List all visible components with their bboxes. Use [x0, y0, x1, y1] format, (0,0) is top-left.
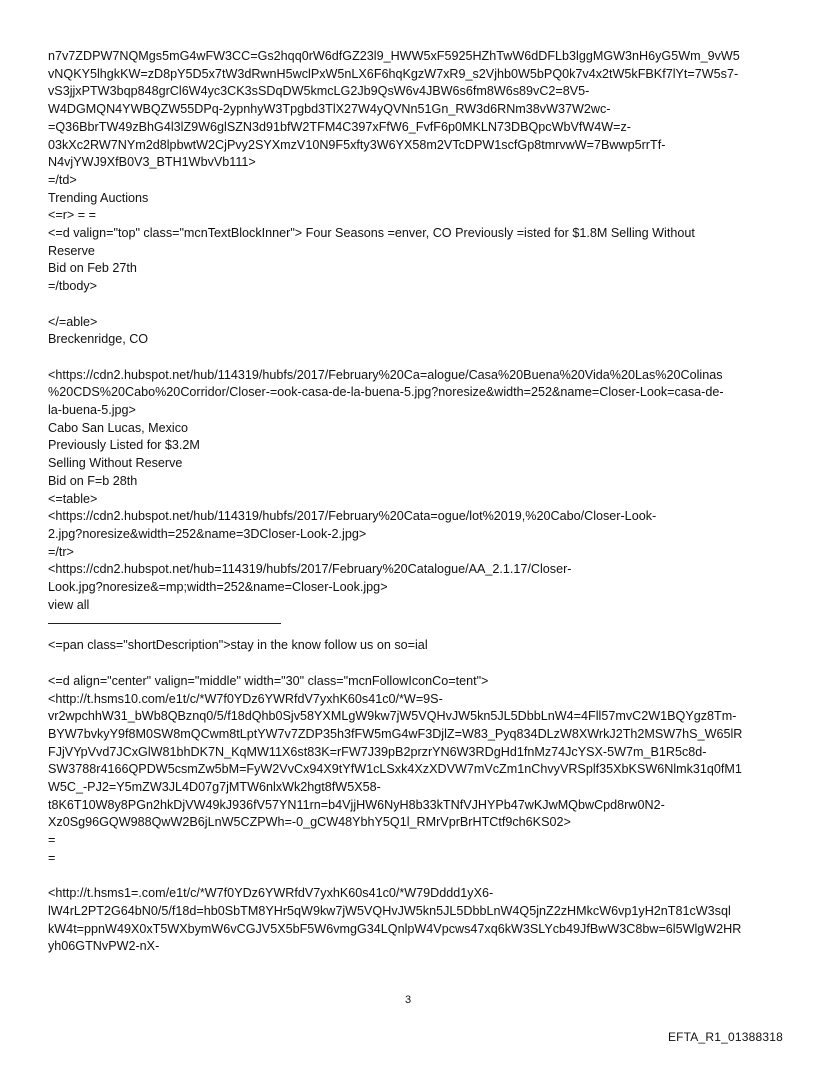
horizontal-rule — [48, 623, 281, 624]
email-source-block-5 — [48, 673, 778, 868]
email-source-block-4 — [48, 637, 778, 655]
text-line: W4DGMQN4YWBQZW55DPq-2ypnhyW3Tpgbd3TlX27W4yQVNn51Gn_RW3d6RNm38vW37W2wc- — [48, 102, 611, 117]
text-line: BYW7bvkyY9f8M0SW8mQCwm8tLptYW7v7ZDP35h3fFW5mG4wF3DjlZ=W83_Pyq834DLzW8XWrkJ2Th2MSW7hS_W65lR — [48, 726, 743, 741]
text-line: N4vjYWJ9XfB0V3_BTH1WbvVb111> — [48, 155, 256, 170]
text-line: Selling Without Reserve — [48, 456, 183, 471]
document-id-footer: EFTA_R1_01388318 — [667, 1030, 783, 1044]
page-number: 3 — [404, 994, 412, 1006]
text-line: =/td> — [48, 172, 77, 187]
text-line: Cabo San Lucas, Mexico — [48, 420, 189, 435]
text-line: = — [48, 833, 56, 848]
text-line: Trending Auctions — [48, 190, 149, 205]
email-source-block-1 — [48, 48, 778, 296]
text-line: <http://t.hsms1=.com/e1t/c/*W7f0YDz6YWRfdV7yxhK60s41c0/*W79Dddd1yX6- — [48, 886, 494, 901]
text-line: la-buena-5.jpg> — [48, 403, 136, 418]
text-line: Reserve — [48, 243, 95, 258]
text-line: Bid on F=b 28th — [48, 473, 138, 488]
text-line: <=d align="center" valign="middle" width="30" class="mcnFollowIconCo=tent"> — [48, 673, 489, 688]
text-line: FJjVYpVvd7JCxGlW81bhDK7N_KqMW11X6st83K=rFW7J39pB2przrYN6W3RDgHd1fnMz74JcYSX-5W7m_B1R5c8d- — [48, 744, 707, 759]
text-line: view all — [48, 597, 90, 612]
text-line: Breckenridge, CO — [48, 332, 149, 347]
text-line: = — [48, 850, 56, 865]
blank-line — [48, 349, 778, 367]
text-line: vS3jjxPTW3bqp848grCl6W4yc3CK3sSDqDW5kmcLG2Jb9QsW6v4JBW6s6fm8W6s89vC2=8V5- — [48, 84, 590, 99]
text-line: <=table> — [48, 491, 98, 506]
text-line: %20CDS%20Cabo%20Corridor/Closer-=ook-casa-de-la-buena-5.jpg?noresize&width=252&name=Closer-Look=casa-de- — [48, 385, 724, 400]
text-line: Bid on Feb 27th — [48, 261, 137, 276]
text-line: <https://cdn2.hubspot.net/hub=114319/hubfs/2017/February%20Catalogue/AA_2.1.17/Closer- — [48, 562, 572, 577]
text-line: Look.jpg?noresize&=mp;width=252&name=Closer-Look.jpg> — [48, 580, 388, 595]
text-line: vr2wpchhW31_bWb8QBznq0/5/f18dQhb0Sjv58YXMLgW9kw7jW5VQHvJW5kn5JL5DbbLnW4=4Fll57mvC2W1BQYgz8Tm- — [48, 709, 737, 724]
text-line: <https://cdn2.hubspot.net/hub/114319/hubfs/2017/February%20Cata=ogue/lot%2019,%20Cabo/Closer-Look- — [48, 509, 657, 524]
text-line: n7v7ZDPW7NQMgs5mG4wFW3CC=Gs2hqq0rW6dfGZ23l9_HWW5xF5925HZhTwW6dDFLb3lggMGW3nH6yG5Wm_9vW5 — [48, 49, 740, 63]
blank-line — [48, 655, 778, 673]
text-line: =Q36BbrTW49zBhG4l3lZ9W6glSZN3d91bfW2TFM4C397xFfW6_FvfF6p0MKLN73DBQpcWbVfW4W=z- — [48, 119, 631, 134]
email-source-block-6 — [48, 885, 778, 956]
text-line: t8K6T10W8y8PGn2hkDjVW49kJ936fV57YN11rn=b4VjjHW6NyH8b33kTNfVJHYPb47wKJwMQbwCpd8rw0N2- — [48, 797, 665, 812]
text-line: <=r> = = — [48, 208, 96, 223]
text-line: yh06GTNvPW2-nX- — [48, 939, 160, 954]
text-line: =/tr> — [48, 544, 74, 559]
email-source-block-3 — [48, 367, 778, 615]
text-line: 03kXc2RW7NYm2d8lpbwtW2CjPvy2SYXmzV10N9F5xfty3W6YX58m2VTcDPW1scfGp8tmrvwW=7Bwwp5rrTf- — [48, 137, 666, 152]
text-line: Previously Listed for $3.2M — [48, 438, 200, 453]
text-line: <=d valign="top" class="mcnTextBlockInner"> Four Seasons =enver, CO Previously =isted for $1.8M Selling Without — [48, 226, 695, 241]
text-line: =/tbody> — [48, 279, 98, 294]
text-line: Xz0Sg96GQW988QwW2B6jLnW5CZPWh=-0_gCW48YbhY5Q1l_RMrVprBrHTCtf9ch6KS02> — [48, 815, 571, 830]
blank-line — [48, 296, 778, 314]
text-line: W5C_-PJ2=Y5mZW3JL4D07g7jMTW6nlxWk2hgt8fW5X58- — [48, 780, 381, 795]
text-line: <https://cdn2.hubspot.net/hub/114319/hubfs/2017/February%20Ca=alogue/Casa%20Buena%20Vida%20Las%20Colinas — [48, 367, 723, 382]
document-body — [48, 48, 778, 956]
blank-line — [48, 868, 778, 886]
text-line: <http://t.hsms10.com/e1t/c/*W7f0YDz6YWRfdV7yxhK60s41c0/*W=9S- — [48, 691, 443, 706]
text-line: kW4t=ppnW49X0xT5WXbymW6vCGJV5X5bF5W6vmgG34LQnlpW4Vpcws47xq6kW3SLYcb49JfBwW3C8bw=6l5WlgW2HR — [48, 921, 742, 936]
email-source-block-2 — [48, 314, 778, 349]
text-line: vNQKY5lhgkKW=zD8pY5D5x7tW3dRwnH5wclPxW5nLX6F6hqKgzW7xR9_s2Vjhb0W5bPQ0k7v4x2tW5kFBKf7lYt=7W5s7- — [48, 66, 739, 81]
text-line: </=able> — [48, 314, 98, 329]
text-line: lW4rL2PT2G64bN0/5/f18d=hb0SbTM8YHr5qW9kw7jW5VQHvJW5kn5JL5DbbLnW4Q5jnZ2zHMkcW6vp1yH2nT81cW3sql — [48, 903, 731, 918]
text-line: 2.jpg?noresize&width=252&name=3DCloser-Look-2.jpg> — [48, 526, 367, 541]
text-line: <=pan class="shortDescription">stay in the know follow us on so=ial — [48, 638, 428, 653]
text-line: SW3788r4166QPDW5csmZw5bM=FyW2VvCx94X9tYfW1cLSxk4XzXDVW7mVcZm1nChvyVRSplf35XbKSW6Nlmk31q0fM1 — [48, 762, 742, 777]
